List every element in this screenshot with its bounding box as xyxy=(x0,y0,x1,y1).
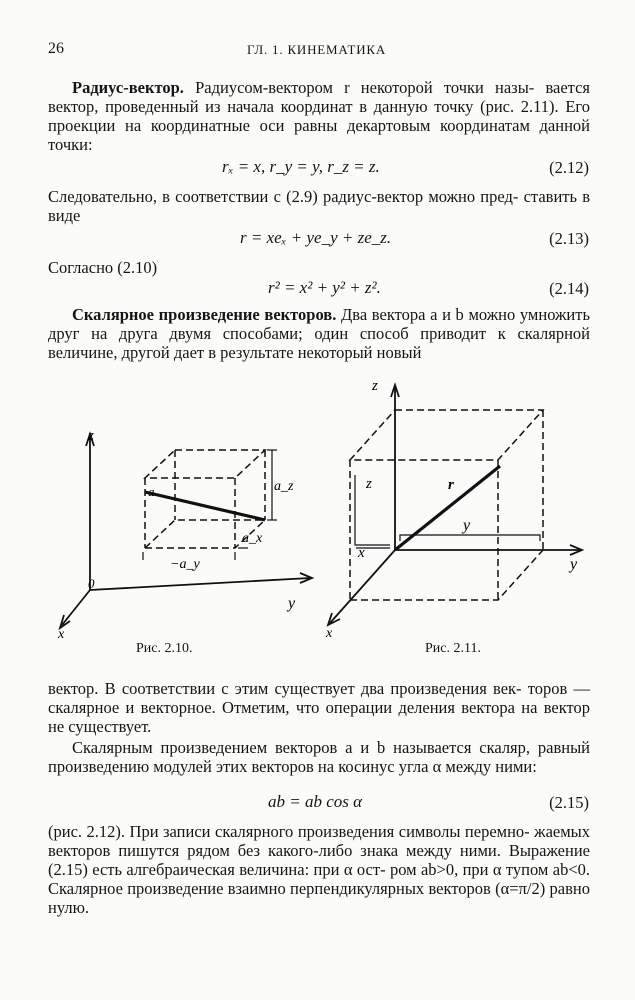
equation-number: (2.15) xyxy=(549,793,589,812)
paragraph-consequently xyxy=(48,187,590,225)
text-line: Радиусом-вектором r некоторой точки назы- xyxy=(195,78,535,97)
text-line: умножить друг на друга двумя способами; один способ приводит xyxy=(48,305,590,343)
text-line: ними. Выражение (2.15) есть алгебраическая величина: при α ост- xyxy=(48,841,590,879)
text-line: вектора на вектор не существует. xyxy=(48,698,591,736)
axis-label-z: z xyxy=(88,428,94,444)
paragraph-title: Скалярное произведение векторов. xyxy=(72,305,337,324)
text-line: (рис. 2.12). При записи скалярного произведения символы перемно- xyxy=(48,822,530,841)
equation-number: (2.12) xyxy=(549,158,589,177)
text-line: координатам данной точки: xyxy=(48,116,590,154)
equation-2-15: ab = ab cos α xyxy=(268,792,363,811)
equation-2-12: rₓ = x, r_y = y, r_z = z. xyxy=(222,157,380,176)
dashed-box xyxy=(350,410,543,600)
text-line: перпендикулярных векторов (α=π/2) равно нулю. xyxy=(48,879,590,917)
vector-label-r: r xyxy=(448,477,454,493)
page-number: 26 xyxy=(48,40,64,57)
text-line: Два вектора a и b можно xyxy=(341,305,516,324)
text-line: ставить в виде xyxy=(48,187,591,225)
figure-caption: Рис. 2.11. xyxy=(425,641,481,656)
component-label-az: a_z xyxy=(274,479,294,494)
component-label-ax: a_x xyxy=(242,531,263,546)
figure-2-11 xyxy=(318,375,598,640)
origin-label: 0 xyxy=(88,576,95,591)
vector-label-a: a xyxy=(148,484,155,499)
text-line: вается вектор, проведенный из начала координат в данную точку xyxy=(48,78,590,116)
paragraph-scalar-product xyxy=(48,305,590,362)
figure-2-10 xyxy=(50,420,320,642)
text-line: Скалярным произведением векторов a и b называется скаляр, xyxy=(72,738,531,757)
axis-label-y: y xyxy=(288,595,296,612)
figure-caption: Рис. 2.10. xyxy=(136,641,193,656)
vector-a xyxy=(145,492,265,520)
text-line: торов — скалярное и векторное. Отметим, что операции деления xyxy=(48,679,590,717)
coord-label-y: y xyxy=(463,517,471,534)
paragraph-title: Радиус-вектор. xyxy=(72,78,184,97)
paragraph-according: Согласно (2.10) xyxy=(48,258,158,277)
y-axis xyxy=(90,578,310,590)
text-line: жаемых векторов пишутся рядом без какого-либо знака между xyxy=(48,822,590,860)
axis-label-y: y xyxy=(570,556,578,573)
running-title: ГЛ. 1. КИНЕМАТИКА xyxy=(247,42,387,57)
paragraph-two-products xyxy=(48,679,590,736)
coord-label-x: x xyxy=(358,545,365,561)
coord-label-z: z xyxy=(366,476,372,492)
axis-label-x: x xyxy=(326,626,333,641)
text-line: вектор. В соответствии с этим существует два произведения век- xyxy=(48,679,522,698)
paragraph-definition xyxy=(48,738,590,776)
x-axis xyxy=(62,590,90,625)
axis-label-x: x xyxy=(58,627,65,642)
text-line: к скалярной величине, другой дает в результате некоторый новый xyxy=(48,324,590,362)
paragraph-notation xyxy=(48,822,590,917)
equation-2-13: r = xeₓ + ye_y + ze_z. xyxy=(240,228,392,247)
text-line: (рис. 2.11). Его проекции на координатные оси равны декартовым xyxy=(48,97,591,135)
axis-label-z: z xyxy=(372,378,378,394)
text-line: равный произведению модулей этих векторов на косинус угла α xyxy=(48,738,591,776)
text-line: Следовательно, в соответствии с (2.9) радиус-вектор можно пред- xyxy=(48,187,519,206)
paragraph-radius-vector xyxy=(48,78,590,154)
text-line: между ними: xyxy=(445,757,537,776)
text-line: ром ab>0, при α тупом ab<0. Скалярное произведение взаимно xyxy=(48,860,591,898)
equation-number: (2.14) xyxy=(549,279,589,298)
equation-2-14: r² = x² + y² + z². xyxy=(268,278,381,297)
component-label-ay: −a_y xyxy=(170,557,200,572)
equation-number: (2.13) xyxy=(549,229,589,248)
